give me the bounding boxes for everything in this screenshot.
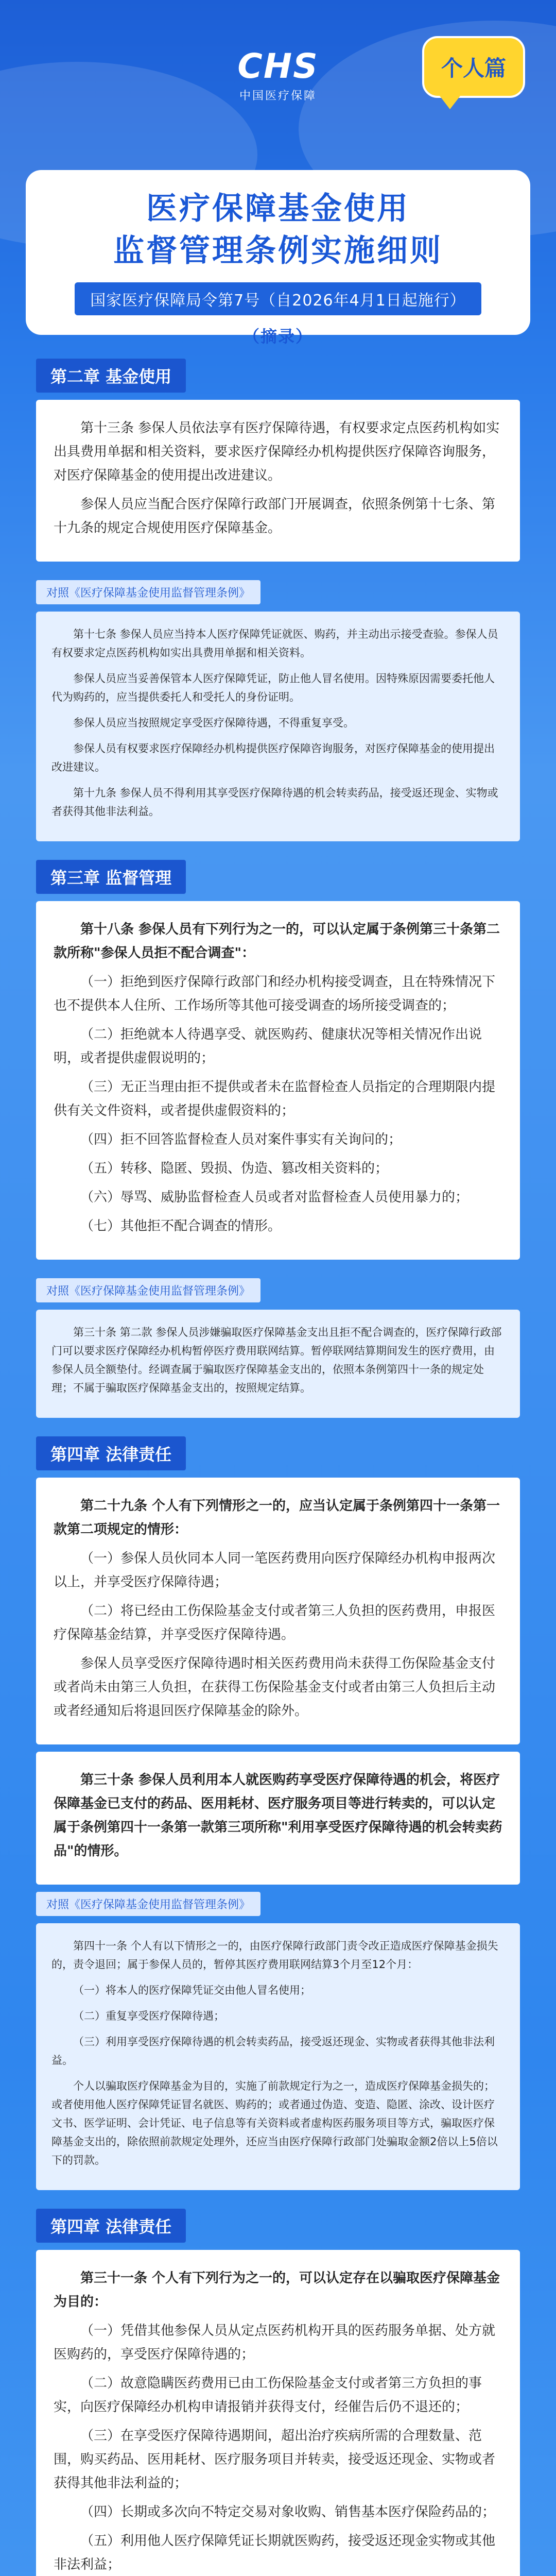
ref-paragraph: 参保人员有权要求医疗保障经办机构提供医疗保障咨询服务，对医疗保障基金的使用提出改进建议。 (51, 742, 495, 773)
ref-list-item: （一）将本人的医疗保障凭证交由他人冒名使用； (73, 1984, 311, 1996)
header (0, 0, 556, 346)
article-18-lead: 第十八条 参保人员有下列行为之一的，可以认定属于条例第三十条第二款所称"参保人员拒不配合调查"： (54, 922, 500, 961)
article-13: 第十三条 参保人员依法享有医疗保障待遇，有权要求定点医药机构如实出具费用单据和相关资料，要求医疗保障经办机构提供医疗保障咨询服务，对医疗保障基金的使用提出改进建议。 (54, 420, 500, 483)
ref-paragraph: 第三十条 第二款 参保人员涉嫌骗取医疗保障基金支出且拒不配合调查的，医疗保障行政部门可以要求医疗保障经办机构暂停医疗费用联网结算。暂停联网结算期间发生的医疗费用，由参保人员全额垫付。经调查属于骗取医疗保障基金支出的，依照本条例第四十一条的规定处理；不属于骗取医疗保障基金支出的，按照规定结算。 (51, 1326, 502, 1394)
list-item: （一）凭借其他参保人员从定点医药机构开具的医药服务单据、处方就医购药的，享受医疗保障待遇的； (54, 2323, 496, 2362)
list-item: （二）拒绝就本人待遇享受、就医购药、健康状况等相关情况作出说明，或者提供虚假说明的； (54, 1027, 482, 1066)
article-29-lead: 第二十九条 个人有下列情形之一的，应当认定属于条例第四十一条第一款第二项规定的情形： (54, 1498, 500, 1537)
article-31-lead: 第三十一条 个人有下列行为之一的，可以认定存在以骗取医疗保障基金为目的： (54, 2270, 500, 2310)
list-item: （二）故意隐瞒医药费用已由工伤保险基金支付或者第三方负担的事实，向医疗保障经办机构申请报销并获得支付，经催告后仍不退还的； (54, 2376, 482, 2415)
list-item: （七）其他拒不配合调查的情形。 (80, 1218, 282, 1234)
article-card (36, 901, 520, 1260)
list-item: （四）拒不回答监督检查人员对案件事实有关询问的； (80, 1132, 402, 1147)
title-box (26, 170, 530, 346)
list-item: （一）参保人员伙同本人同一笔医药费用向医疗保障经办机构申报两次以上，并享受医疗保障待遇； (54, 1551, 496, 1590)
list-item: （三）在享受医疗保障待遇期间，超出治疗疾病所需的合理数量、范围，购买药品、医用耗材、医疗服务项目并转卖，接受返还现金、实物或者获得其他非法利益的； (54, 2428, 496, 2491)
reference-heading: 对照《医疗保障基金使用监督管理条例》 (36, 1892, 260, 1916)
ref-paragraph: 参保人员应当妥善保管本人医疗保障凭证，防止他人冒名使用。因特殊原因需要委托他人代为购药的，应当提供委托人和受托人的身份证明。 (51, 672, 495, 703)
title-line-2: 监督管理条例实施细则 (113, 233, 443, 269)
audience-badge: 个人篇 (422, 36, 525, 98)
section-heading-ch2: 第二章 基金使用 (36, 359, 186, 393)
reference-heading: 对照《医疗保障基金使用监督管理条例》 (36, 1278, 260, 1302)
article-30: 第三十条 参保人员利用本人就医购药享受医疗保障待遇的机会，将医疗保障基金已支付的药品、医用耗材、医疗服务项目等进行转卖的，可以认定属于条例第四十一条第一款第三项所称"利用享受医疗保障待遇的机会转卖药品"的情形。 (54, 1772, 502, 1859)
ref-list-item: （二）重复享受医疗保障待遇； (73, 2010, 224, 2022)
article-13-p2: 参保人员应当配合医疗保障行政部门开展调查，依照条例第十七条、第十九条的规定合规使用医疗保障基金。 (54, 497, 496, 536)
list-item: （一）拒绝到医疗保障行政部门和经办机构接受调查，且在特殊情况下也不提供本人住所、工作场所等其他可接受调查的场所接受调查的； (54, 974, 496, 1013)
list-item: 参保人员享受医疗保障待遇时相关医药费用尚未获得工伤保险基金支付或者尚未由第三人负担，在获得工伤保险基金支付或者由第三人负担后主动或者经通知后将退回医疗保障基金的除外。 (54, 1656, 496, 1719)
section-heading-ch3: 第三章 监督管理 (36, 860, 186, 894)
decree-subtitle: 国家医疗保障局令第7号（自2026年4月1日起施行） (75, 282, 481, 315)
title-line-1: 医疗保障基金使用 (146, 191, 410, 227)
reference-card (36, 612, 520, 841)
list-item: （二）将已经由工伤保险基金支付或者第三人负担的医药费用，申报医疗保障基金结算，并享受医疗保障待遇。 (54, 1603, 496, 1642)
article-card (36, 1478, 520, 1744)
reference-card (36, 1310, 520, 1418)
section-heading-ch4: 第四章 法律责任 (36, 1436, 186, 1470)
section-heading-ch4-cont: 第四章 法律责任 (36, 2209, 186, 2243)
ref-paragraph: 第四十一条 个人有以下情形之一的，由医疗保障行政部门责令改正造成医疗保障基金损失的，责令退回；属于参保人员的，暂停其医疗费用联网结算3个月至12个月： (51, 1940, 498, 1971)
article-card (36, 2250, 520, 2576)
list-item: （四）长期或多次向不特定交易对象收购、销售基本医疗保险药品的； (80, 2504, 496, 2520)
list-item: （五）转移、隐匿、毁损、伪造、篡改相关资料的； (80, 1161, 389, 1176)
page-title (26, 188, 530, 272)
list-item: （六）辱骂、威胁监督检查人员或者对监督检查人员使用暴力的； (80, 1190, 469, 1205)
ref-paragraph: 个人以骗取医疗保障基金为目的，实施了前款规定行为之一，造成医疗保障基金损失的；或者使用他人医疗保障凭证冒名就医、购药的；或者通过伪造、变造、隐匿、涂改、设计医疗文书、医学证明、会计凭证、电子信息等有关资料或者虚构医药服务项目等方式，骗取医疗保障基金支出的，除依照前款规定处理外，还应当由医疗保障行政部门处骗取金额2倍以上5倍以下的罚款。 (51, 2080, 498, 2166)
list-item: （五）利用他人医疗保障凭证长期就医购药，接受返还现金实物或其他非法利益； (54, 2533, 496, 2572)
ref-paragraph: 参保人员应当按照规定享受医疗保障待遇，不得重复享受。 (73, 717, 354, 729)
ref-paragraph: 第十九条 参保人员不得利用其享受医疗保障待遇的机会转卖药品，接受返还现金、实物或者获得其他非法利益。 (51, 787, 498, 818)
logo-mark: CHS (237, 46, 319, 86)
ref-list-item: （三）利用享受医疗保障待遇的机会转卖药品，接受返还现金、实物或者获得其他非法利益。 (51, 2036, 495, 2066)
reference-card (36, 1923, 520, 2190)
logo-subtitle: 中国医疗保障 (239, 90, 317, 103)
article-card (36, 1752, 520, 1885)
article-card (36, 400, 520, 562)
ref-paragraph: 第十七条 参保人员应当持本人医疗保障凭证就医、购药，并主动出示接受查验。参保人员有权要求定点医药机构如实出具费用单据和相关资料。 (51, 628, 498, 659)
excerpt-note: （摘录） (242, 327, 313, 346)
list-item: （三）无正当理由拒不提供或者未在监督检查人员指定的合理期限内提供有关文件资料，或者提供虚假资料的； (54, 1079, 496, 1118)
reference-heading: 对照《医疗保障基金使用监督管理条例》 (36, 580, 260, 604)
